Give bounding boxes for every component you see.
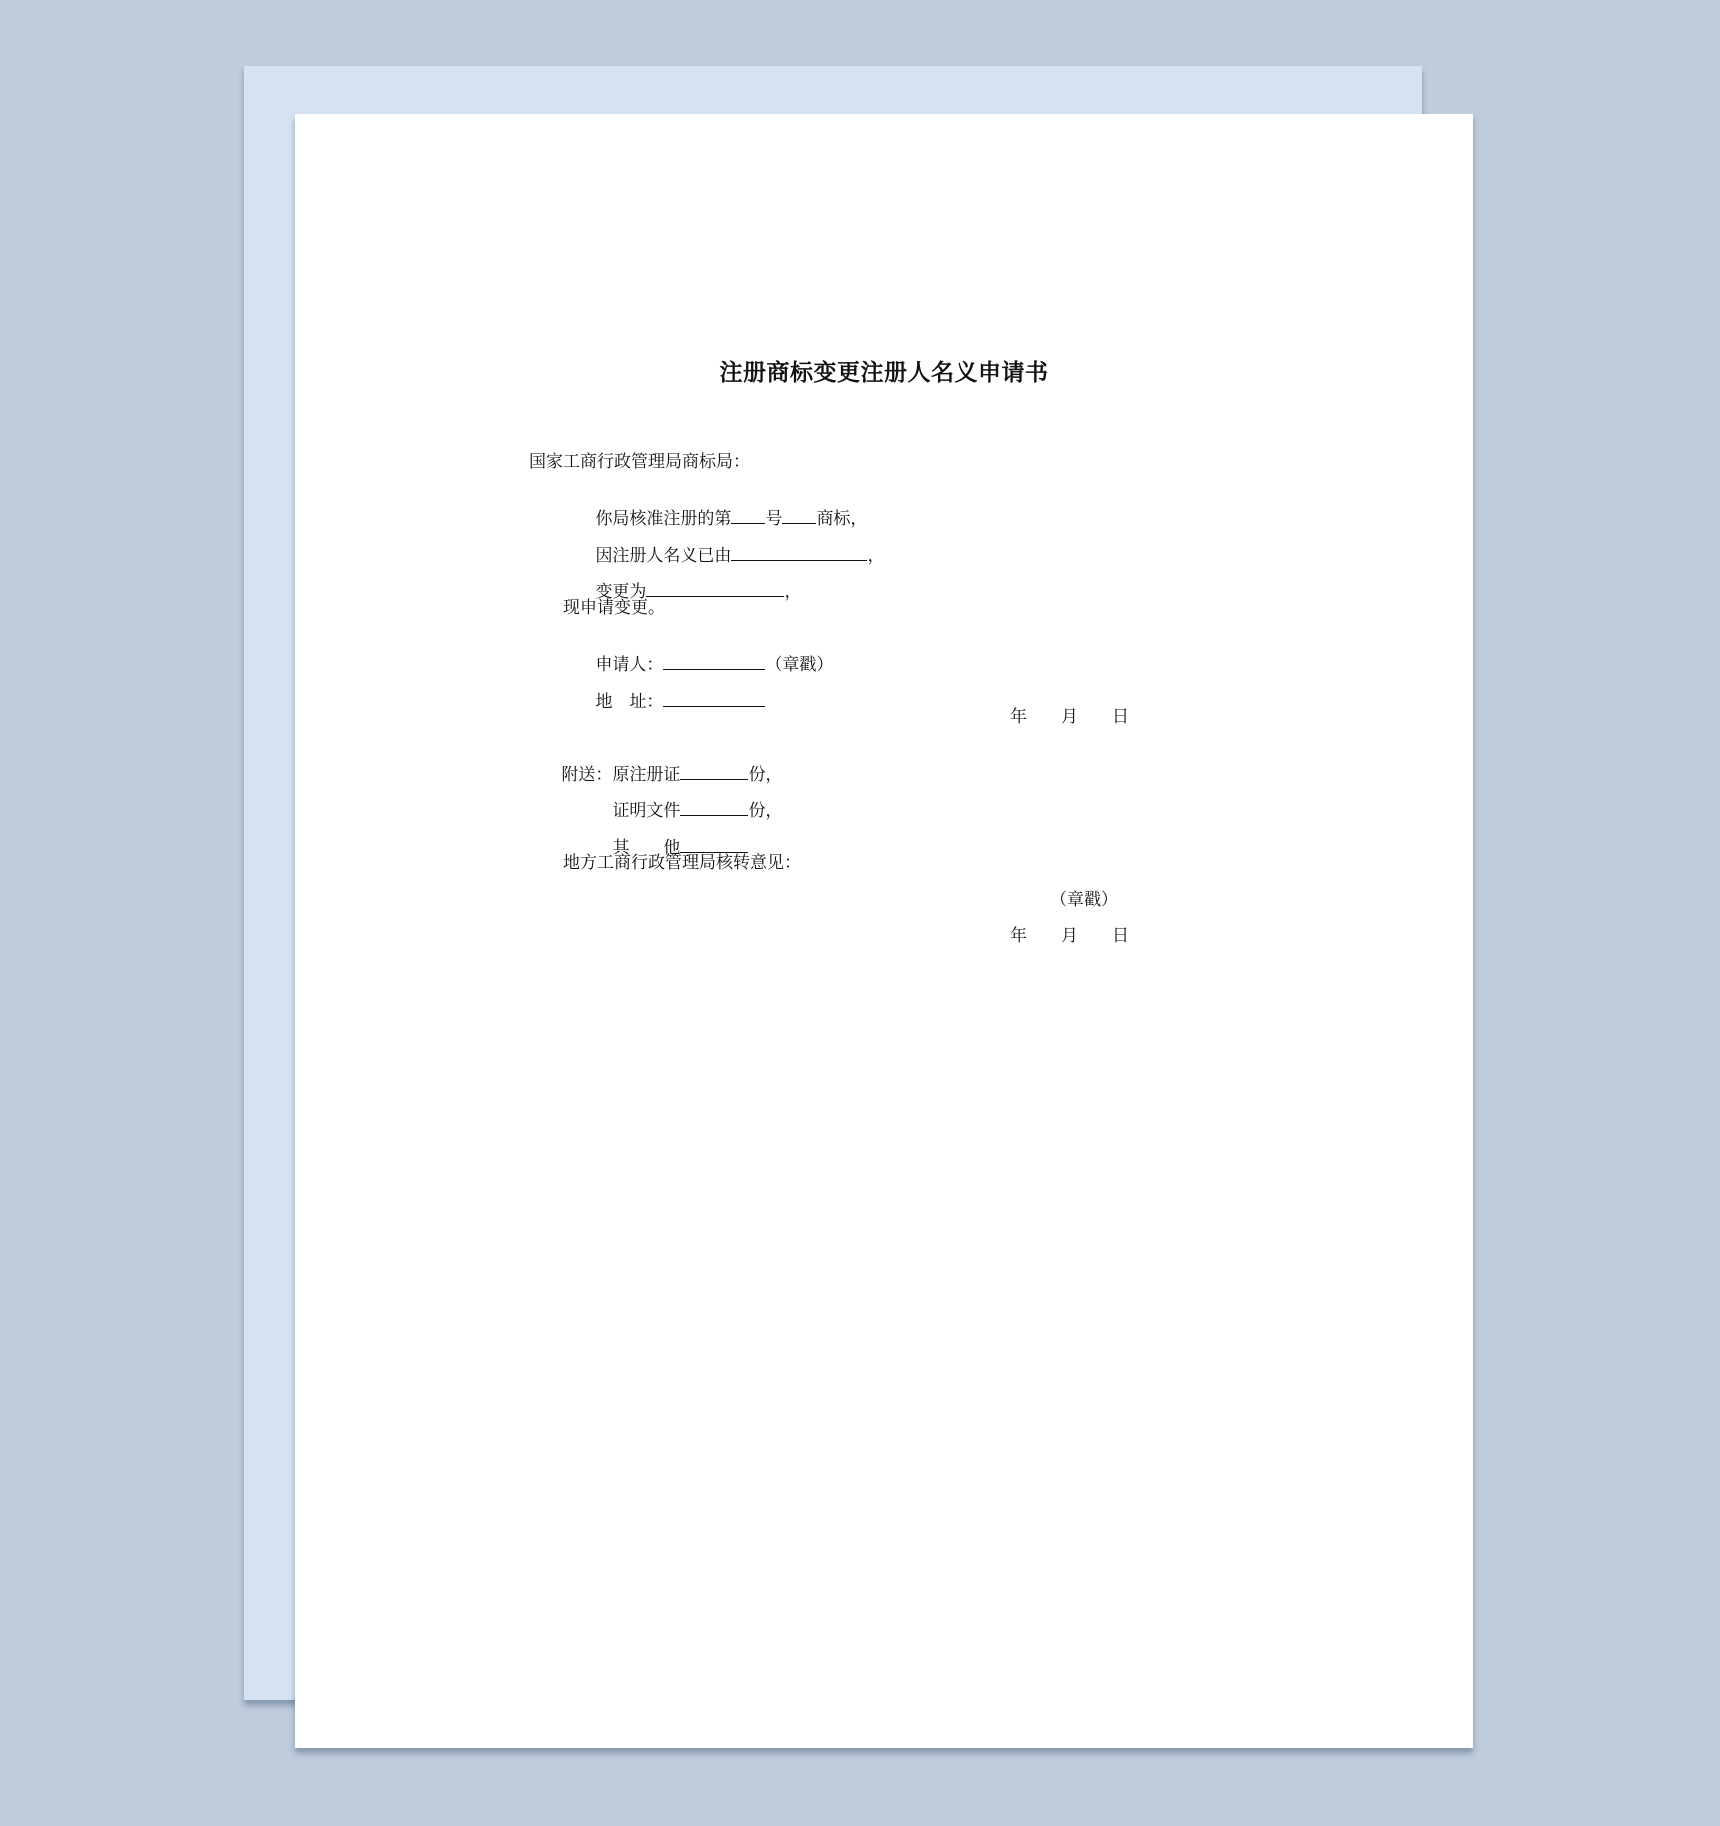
trademark-blank [782,508,816,524]
addressee: 国家工商行政管理局商标局： [529,452,750,472]
attach-item1-label: 原注册证 [612,765,681,785]
document-page [295,114,1473,1748]
attach-item1-blank [680,764,748,780]
attach-item2-unit: 份， [748,801,783,821]
seal-line-2: （章戳） [1050,890,1118,910]
line2-text-b: ， [867,546,885,566]
address-blank [663,691,765,707]
attach-label: 附送： [561,765,613,785]
line1-text-c: 商标， [816,509,868,529]
address-label: 地 址： [595,692,664,712]
applicant-label: 申请人： [595,655,664,675]
attach-item1-unit: 份， [748,765,783,785]
address-line [563,671,765,732]
original-name-blank [731,545,867,561]
line3-text-b: ， [784,582,802,602]
attach-item2-label: 证明文件 [612,801,681,821]
line1-text-b: 号 [765,509,783,529]
registration-number-blank [731,508,765,524]
applicant-blank [663,654,765,670]
attach-item3-label: 其 他 [612,838,681,858]
local-opinion-line: 地方工商行政管理局核转意见： [563,853,801,873]
line1-text-a: 你局核准注册的第 [595,509,732,529]
document-title: 注册商标变更注册人名义申请书 [719,359,1049,386]
date-line-1: 年 月 日 [1010,707,1129,727]
date-line-2: 年 月 日 [1010,926,1129,946]
attach-item3-blank [680,837,748,853]
document-body [295,114,1473,1748]
new-name-blank [646,581,784,597]
request-line: 现申请变更。 [563,598,665,618]
line2-text-a: 因注册人名义已由 [595,546,732,566]
attach-item2-blank [680,800,748,816]
applicant-seal: （章戳） [765,655,834,675]
line3-text-a: 变更为 [595,582,647,602]
